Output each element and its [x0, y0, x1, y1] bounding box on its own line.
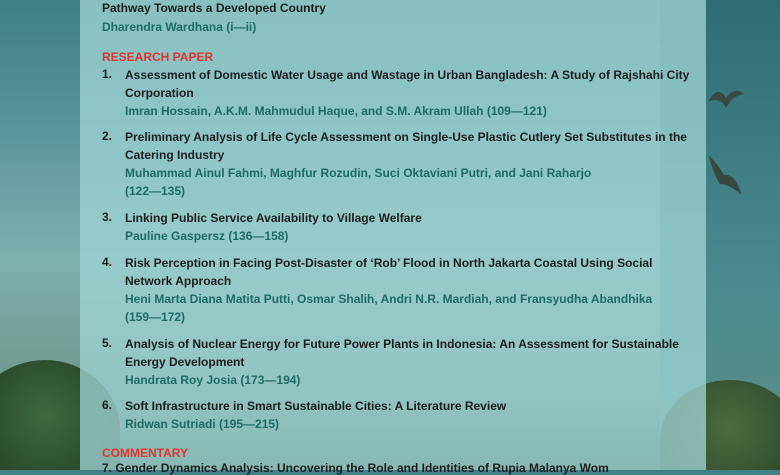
- item-number: 6.: [102, 398, 113, 412]
- list-item: [102, 66, 692, 120]
- item-number: 3.: [102, 210, 113, 224]
- item-title: Preliminary Analysis of Life Cycle Assessment on Single-Use Plastic Cutlery Set Substitutes in the Catering Industry: [125, 130, 687, 162]
- list-item: [102, 335, 692, 389]
- item-authors: Muhammad Ainul Fahmi, Maghfur Rozudin, Suci Oktaviani Putri, and Jani Raharjo (122—135): [125, 166, 592, 198]
- item-title: Analysis of Nuclear Energy for Future Power Plants in Indonesia: An Assessment for Sustainable Energy Development: [125, 337, 679, 369]
- item-authors: Ridwan Sutriadi (195—215): [125, 417, 280, 431]
- list-item: [102, 397, 692, 433]
- item-number: 4.: [102, 255, 113, 269]
- list-item: [102, 209, 692, 245]
- item-title: Soft Infrastructure in Smart Sustainable Cities: A Literature Review: [125, 399, 507, 413]
- contents-panel: [80, 0, 706, 475]
- bird-icon: [702, 150, 746, 200]
- item-number: 1.: [102, 67, 113, 81]
- research-paper-heading: RESEARCH PAPER: [102, 50, 214, 64]
- next-item-title-partial: 7. Gender Dynamics Analysis: Uncovering the Role and Identities of Rupia Malanya Wom: [102, 461, 609, 475]
- list-item: [102, 128, 692, 200]
- commentary-heading: COMMENTARY: [102, 446, 188, 460]
- item-title: Assessment of Domestic Water Usage and Wastage in Urban Bangladesh: A Study of Rajshahi City Corporation: [125, 68, 690, 100]
- item-authors: Handrata Roy Josia (173—194): [125, 373, 301, 387]
- bird-icon: [706, 82, 746, 112]
- item-number: 2.: [102, 129, 113, 143]
- item-title: Linking Public Service Availability to Village Welfare: [125, 211, 422, 225]
- previous-item-authors: Dharendra Wardhana (i—ii): [102, 20, 257, 34]
- list-item: [102, 254, 692, 326]
- item-authors: Pauline Gaspersz (136—158): [125, 229, 289, 243]
- item-number: 5.: [102, 336, 113, 350]
- item-authors: Heni Marta Diana Matita Putti, Osmar Shalih, Andri N.R. Mardiah, and Fransyudha Abandhika (159—172): [125, 292, 653, 324]
- previous-item-title: Pathway Towards a Developed Country: [102, 1, 326, 15]
- item-title: Risk Perception in Facing Post-Disaster of ‘Rob’ Flood in North Jakarta Coastal Using Social Network Approach: [125, 256, 653, 288]
- item-authors: Imran Hossain, A.K.M. Mahmudul Haque, and S.M. Akram Ullah (109—121): [125, 104, 547, 118]
